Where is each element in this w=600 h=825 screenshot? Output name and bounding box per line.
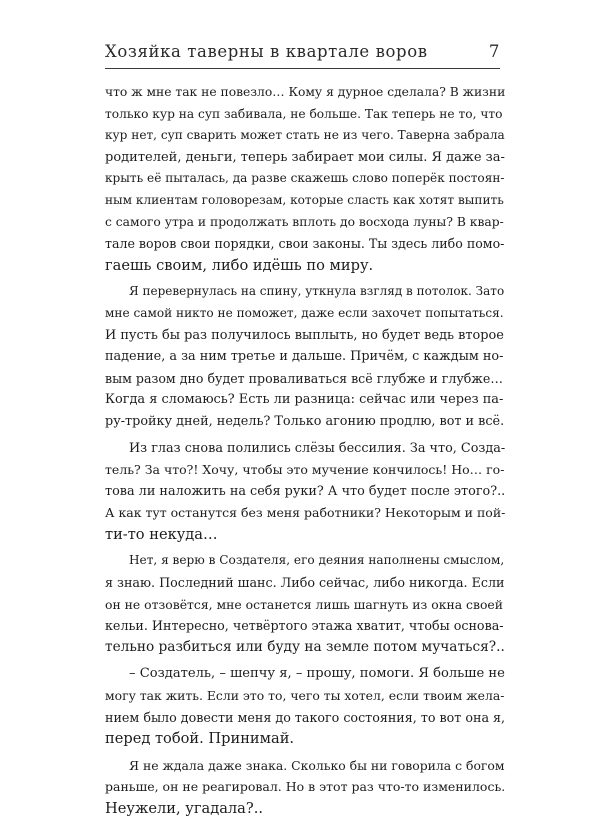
text-line: с самого утра и продолжать вплоть до восхода луны? В квар-: [105, 214, 504, 229]
text-line: крыть её пыталась, да разве скажешь слово поперёк постоян-: [105, 171, 505, 186]
text-line: мне самой никто не поможет, даже если захочет попытаться.: [105, 305, 504, 320]
text-line: нием было довести меня до такого состояния, то вот она я,: [105, 709, 506, 725]
text-line: падение, а за ним третье и дальше. Причём, с каждым но-: [105, 349, 504, 365]
text-line: тельно разбиться или буду на земле потом мучаться?..: [105, 638, 505, 655]
text-line: гаешь своим, либо идёшь по миру.: [105, 256, 374, 274]
paragraph-1: [105, 82, 505, 276]
text-line: Я не ждала даже знака. Сколько бы ни говорила с богом: [129, 757, 505, 773]
paragraph-6: [105, 755, 505, 820]
text-line: могу так жить. Если это то, чего ты хотел, если твоим жела-: [105, 688, 505, 704]
text-line: Я перевернулась на спину, уткнула взгляд в потолок. Зато: [129, 284, 505, 299]
paragraph-4: [105, 550, 505, 658]
text-line: Нет, я верю в Создателя, его деяния наполнены смыслом,: [129, 553, 505, 568]
text-line: что ж мне так не повезло… Кому я дурное сделала? В жизни: [105, 85, 506, 99]
text-line: кур нет, суп сварить может стать не из чего. Таверна забрала: [105, 128, 505, 143]
text-line: только кур на суп забивала, не больше. Так теперь не то, что: [105, 106, 503, 121]
text-line: това ли наложить на себя руки? А что будет после этого?..: [105, 483, 506, 499]
text-line: ти-то некуда…: [105, 525, 218, 543]
text-line: тале воров свои порядки, свои законы. Ты здесь либо помо-: [105, 236, 505, 252]
text-line: И пусть бы раз получилось выплыть, но будет ведь второе: [105, 327, 504, 343]
book-title: Хозяйка таверны в квартале воров: [105, 42, 428, 61]
text-line: раньше, он не реагировал. Но в этот раз что-то изменилось.: [105, 779, 506, 795]
paragraph-2: [105, 281, 505, 432]
running-header: [105, 42, 500, 64]
text-line: кельи. Интересно, четвёртого этажа хватит, чтобы основа-: [105, 618, 504, 634]
text-line: вым разом дно будет проваливаться всё глубже и глубже…: [105, 370, 503, 386]
text-line: родителей, деньги, теперь забирает мои силы. Я даже за-: [105, 149, 505, 165]
text-line: Из глаз снова полились слёзы бессилия. За что, Созда-: [129, 440, 506, 456]
text-line: – Создатель, – шепчу я, – прошу, помоги. Я больше не: [129, 666, 505, 682]
paragraph-3: [105, 438, 505, 546]
text-line: тель? За что?! Хочу, чтобы это мучение кончилось! Но… го-: [105, 462, 505, 478]
text-line: А как тут останутся без меня работники? Некоторым и пой-: [105, 505, 506, 521]
page-number: 7: [488, 42, 500, 61]
text-line: он не отзовётся, мне останется лишь шагнуть из окна своей: [105, 596, 503, 612]
text-body: [105, 82, 505, 825]
text-line: ным клиентам головорезам, которые сласть как хотят выпить: [105, 192, 504, 207]
text-line: ру-тройку дней, недель? Только агонию продлю, вот и всё.: [105, 413, 505, 429]
paragraph-5: [105, 663, 505, 749]
text-line: я знаю. Последний шанс. Либо сейчас, либо никогда. Если: [105, 575, 505, 591]
header-rule: [105, 68, 500, 69]
text-line: Когда я сломаюсь? Есть ли разница: сейчас или через па-: [105, 392, 504, 408]
text-line: Неужели, угадала?..: [105, 800, 263, 817]
text-line: перед тобой. Принимай.: [105, 730, 295, 748]
